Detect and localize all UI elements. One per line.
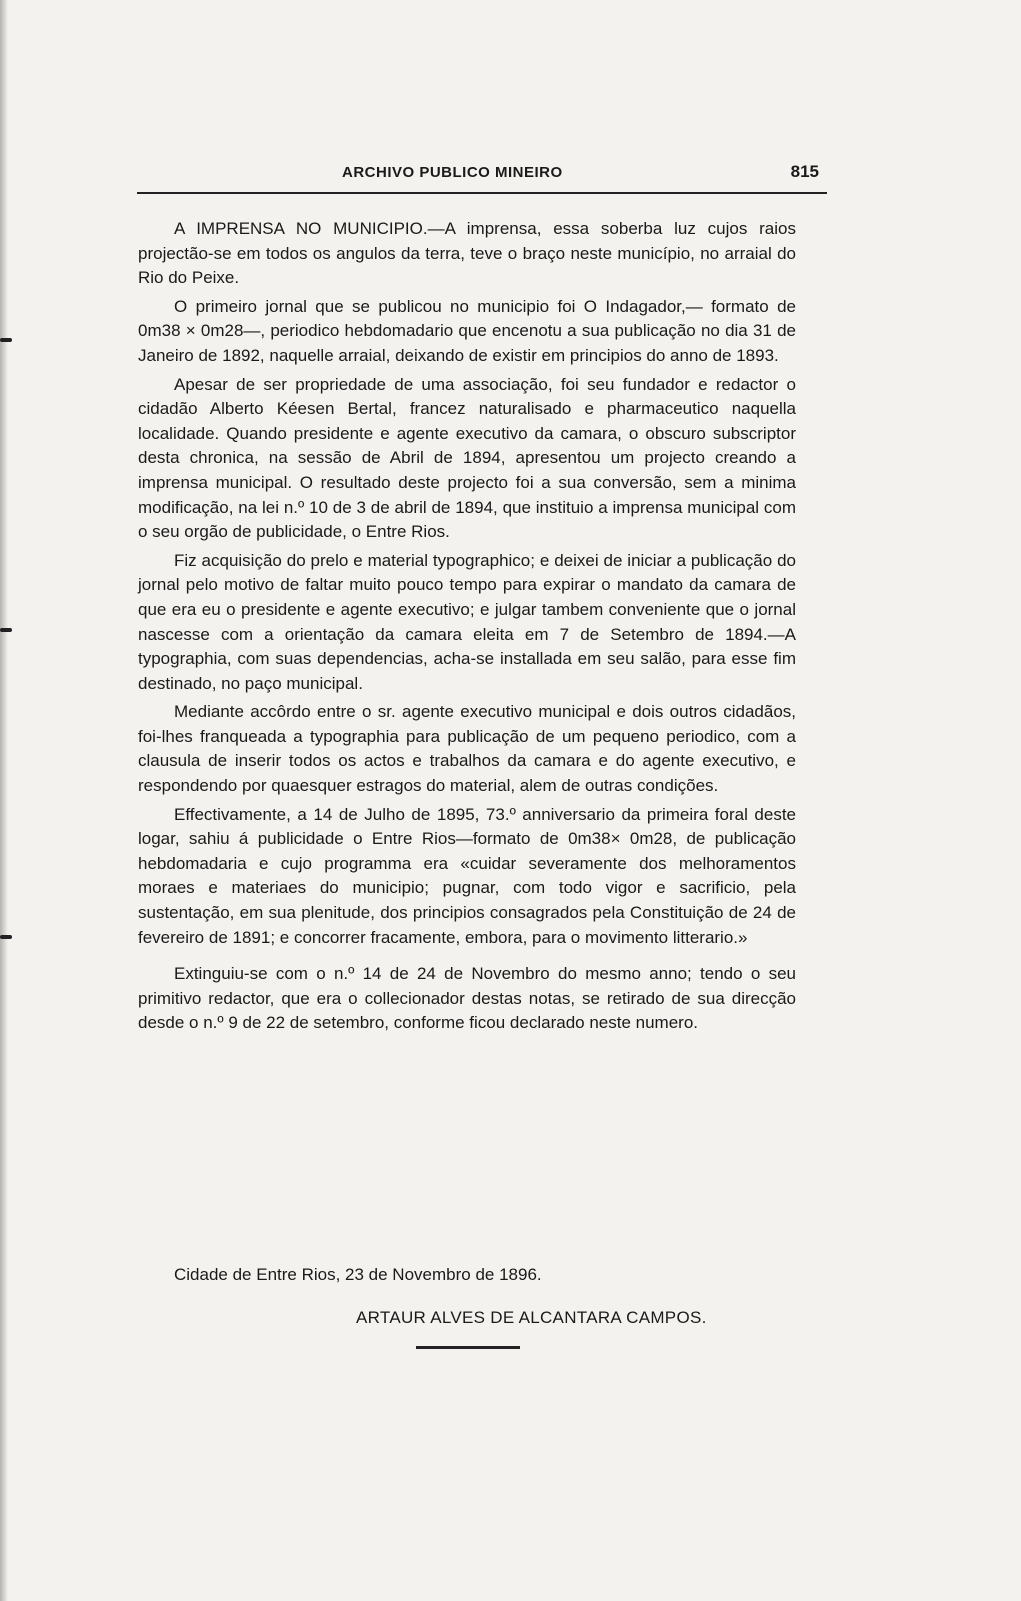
paragraph: Effectivamente, a 14 de Julho de 1895, 73.º anniversario da primeira foral deste logar, sahiu á publicidade o Entre Rios—formato de 0m38× 0m28, de publicação hebdomadaria e cujo programma era «cuidar severamente dos melhoramentos moraes e materiaes do municipio; pugnar, com todo vigor e sacrificio, pela sustentação, em sua plenitude, dos principios consagrados pela Constituição de 24 de fevereiro de 1891; e concorrer fracamente, embora, para o movimento litterario.»: [138, 804, 796, 947]
running-head: ARCHIVO PUBLICO MINEIRO: [342, 164, 563, 181]
paragraph: Apesar de ser propriedade de uma associação, foi seu fundador e redactor o cidadão Alberto Kéesen Bertal, francez naturalisado e pharmaceutico naquella localidade. Quando presidente e agente executivo da camara, o obscuro subscriptor desta chronica, na sessão de Abril de 1894, apresentou um projecto creando a imprensa municipal. O resultado deste projecto foi a sua conversão, sem a minima modificação, na lei n.º 10 de 3 de abril de 1894, que instituio a imprensa municipal com o seu orgão de publicidade, o Entre Rios.: [138, 374, 796, 542]
margin-mark: [0, 935, 12, 939]
header-rule: [137, 192, 827, 194]
date-line: Cidade de Entre Rios, 23 de Novembro de 1896.: [174, 1265, 542, 1284]
binding-shadow: [0, 0, 8, 1601]
signature: ARTAUR ALVES DE ALCANTARA CAMPOS.: [356, 1308, 707, 1327]
article-body: [138, 217, 796, 1040]
paragraph: Fiz acquisição do prelo e material typographico; e deixei de iniciar a publicação do jornal pelo motivo de faltar muito pouco tempo para expirar o mandato da camara de que era eu o presidente e agente executivo; e julgar tambem conveniente que o jornal nascesse com a orientação da camara eleita em 7 de Setembro de 1894.—A typographia, com suas dependencias, acha-se installada em seu salão, para esse fim destinado, no paço municipal.: [138, 550, 796, 693]
paragraph: Extinguiu-se com o n.º 14 de 24 de Novembro do mesmo anno; tendo o seu primitivo redactor, que era o collecionador destas notas, se retirado de sua direcção desde o n.º 9 de 22 de setembro, conforme ficou declarado neste numero.: [138, 964, 796, 1033]
page-header: [137, 160, 827, 194]
paragraph: Mediante accôrdo entre o sr. agente executivo municipal e dois outros cidadãos, foi-lhes franqueada a typographia para publicação de um pequeno periodico, com a clausula de inserir todos os actos e trabalhos da camara e do agente executivo, e respondendo por quaesquer estragos do material, alem de outras condições.: [138, 702, 796, 796]
end-rule: [416, 1346, 520, 1349]
paragraph: O primeiro jornal que se publicou no municipio foi O Indagador,— formato de 0m38 × 0m28—, periodico hebdomadario que encenotu a sua publicação no dia 31 de Janeiro de 1892, naquelle arraial, deixando de existir em principios do anno de 1893.: [138, 296, 796, 365]
page-number: 815: [790, 162, 819, 181]
paragraph: A IMPRENSA NO MUNICIPIO.—A imprensa, essa soberba luz cujos raios projectão-se em todos os angulos da terra, teve o braço neste município, no arraial do Rio do Peixe.: [138, 219, 796, 288]
margin-mark: [0, 628, 12, 632]
margin-mark: [0, 338, 12, 342]
